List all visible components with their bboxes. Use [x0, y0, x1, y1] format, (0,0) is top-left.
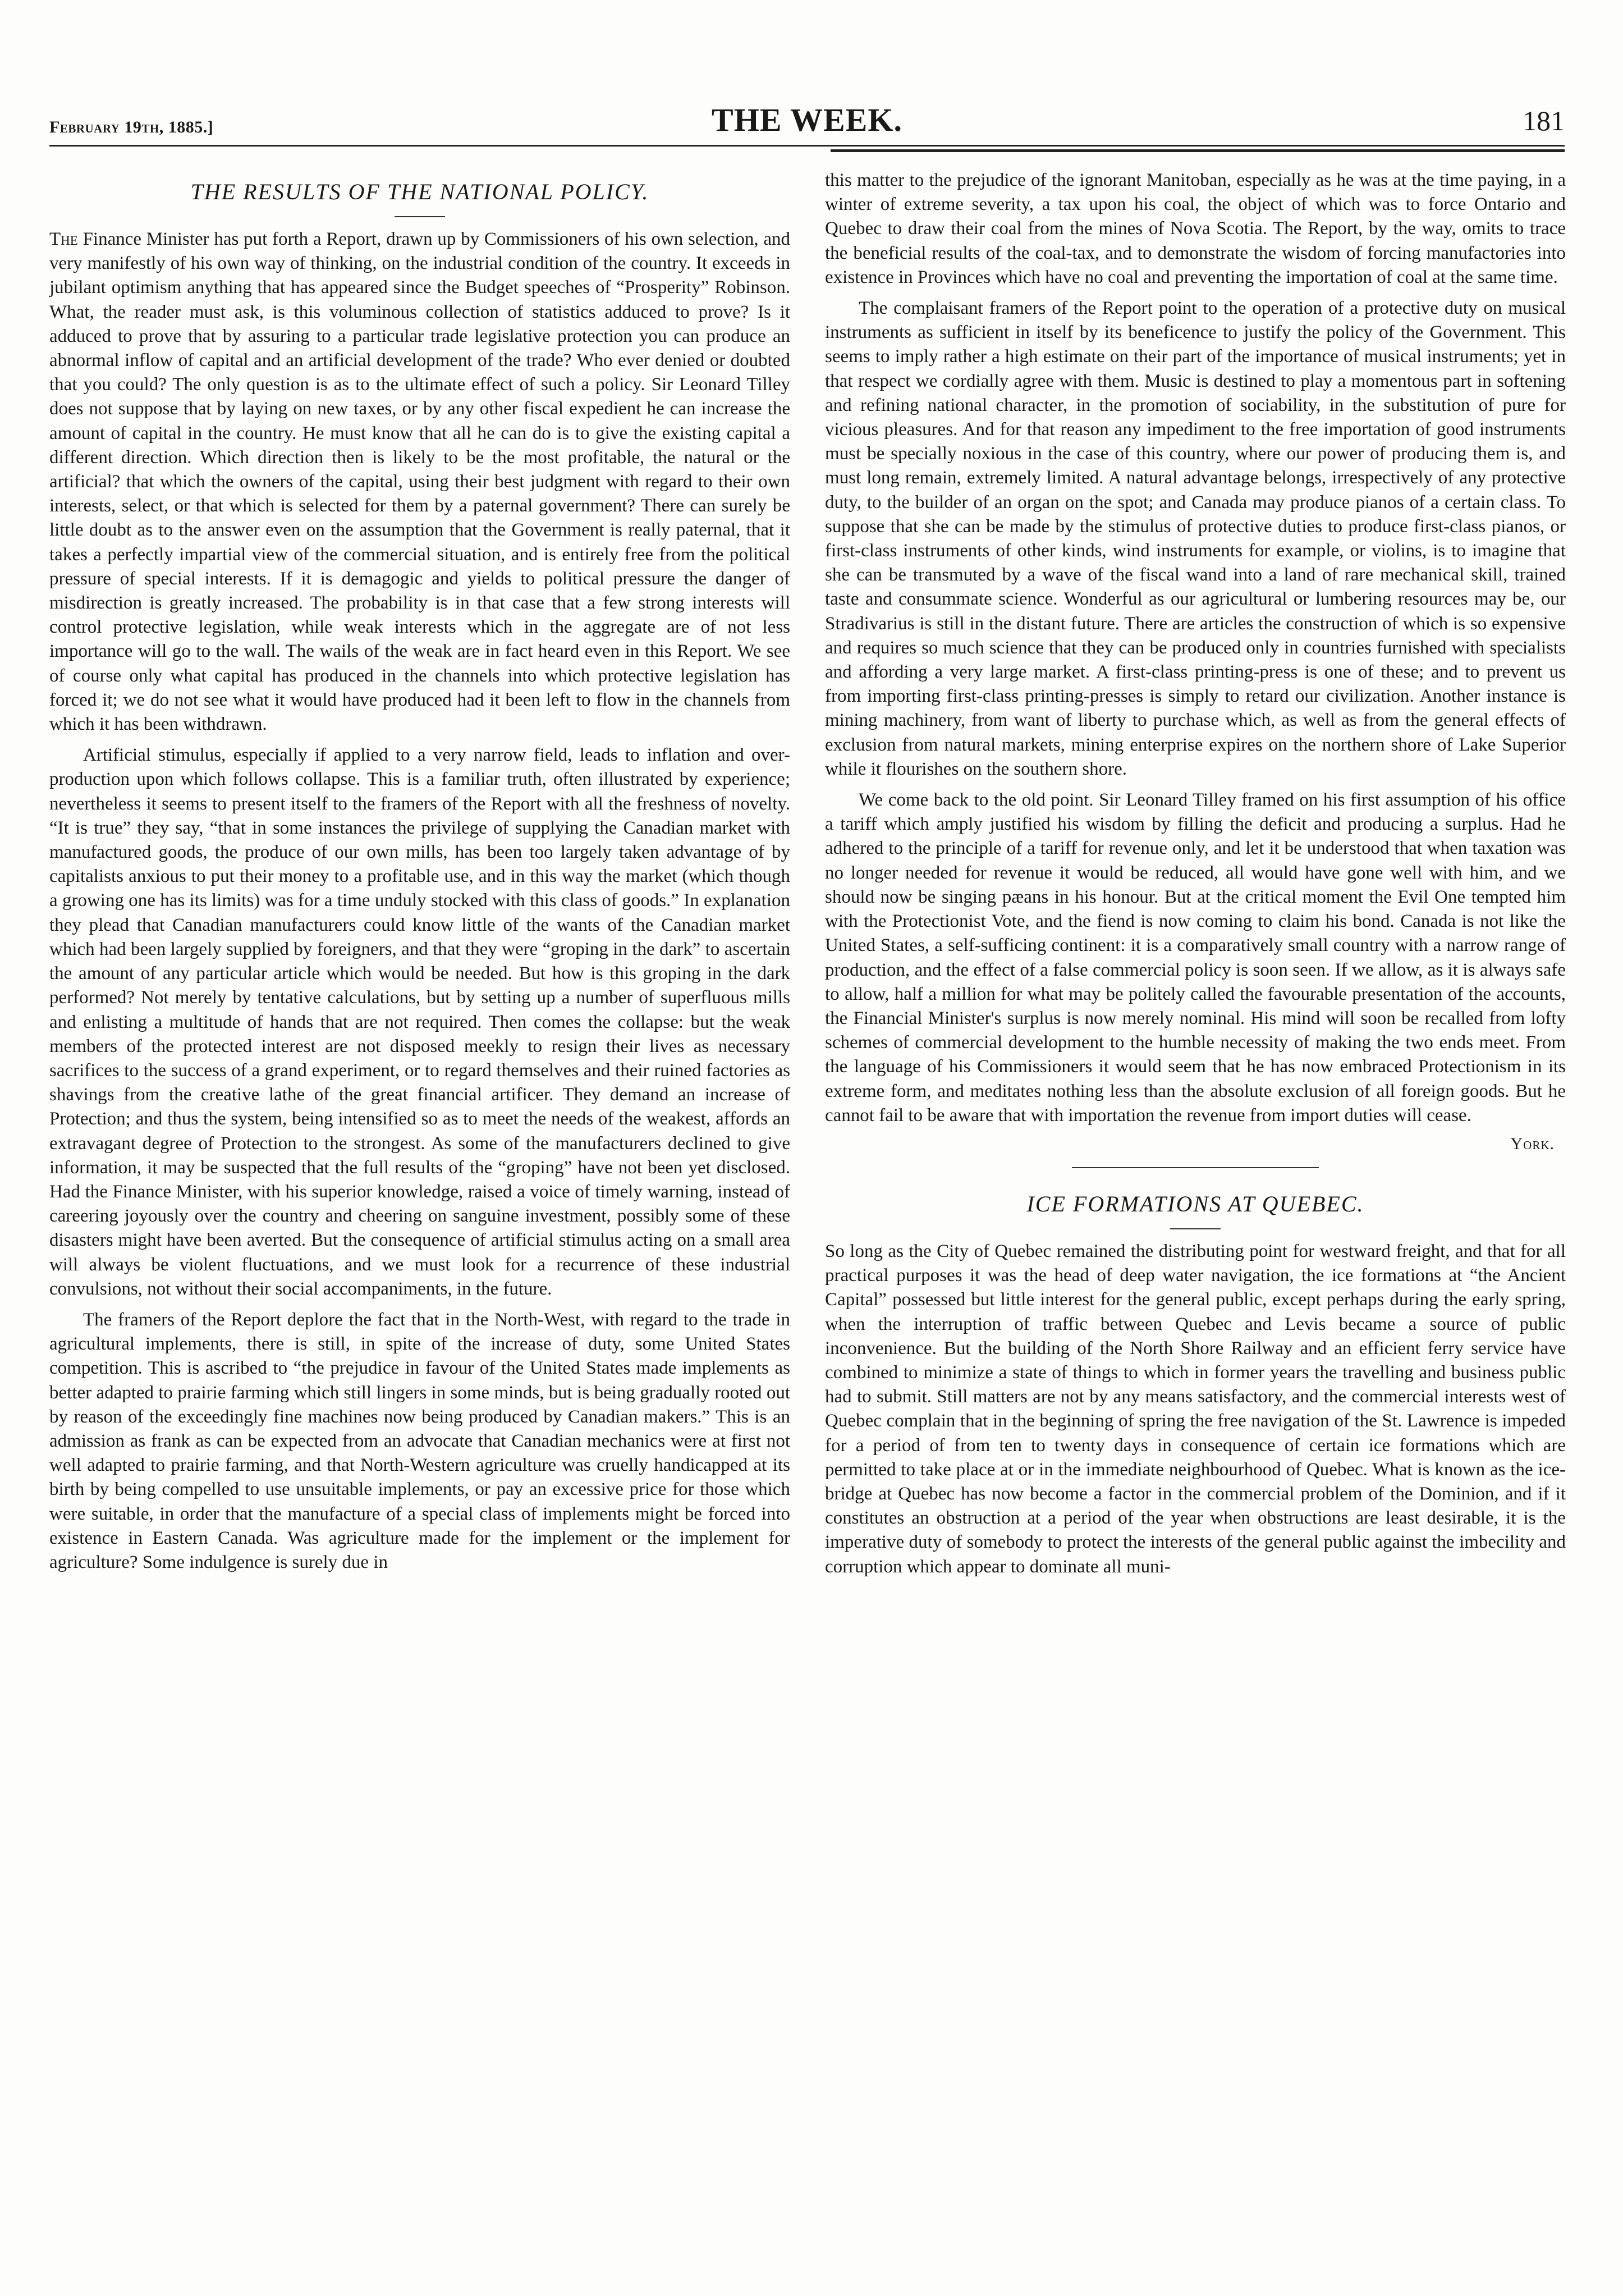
article-paragraph: this matter to the prejudice of the ignorant Manitoban, especially as he was at the time paying, in a winter of extreme severity, a tax upon his coal, the object of which was to force Ontario and Quebec to draw their coal from the mines of Nova Scotia. The Report, by the way, omits to trace the beneficial results of the coal-tax, and to demonstrate the wisdom of forcing manufactories into existence in Provinces which have no coal and preventing the importation of coal at the same time.: [825, 170, 1566, 287]
article-separator: [1072, 1167, 1319, 1168]
article-paragraph: The framers of the Report deplore the fact that in the North-West, with regard to the trade in agricultural implements, there is still, in spite of the increase of duty, some United States competition. This is ascribed to “the prejudice in favour of the United States made implements as better adapted to prairie farming which still lingers in some minds, but is being gradually rooted out by reason of the exceedingly fine machines now being produced by Canadian makers.” This is an admission as frank as can be expected from an advocate that Canadian mechanics were at first not well adapted to prairie farming, and that North-Western agriculture was cruelly handicapped at its birth by being compelled to use unsuitable implements, or pay an excessive price for those which were suitable, in order that the manufacture of a special class of implements might be forced into existence in Eastern Canada. Was agriculture made for the implement or the implement for agriculture? Some indulgence is surely due in: [49, 1309, 790, 1572]
page-header: [49, 101, 1565, 140]
article-paragraph: The Finance Minister has put forth a Report, drawn up by Commissioners of his own selection, and very manifestly of his own way of thinking, on the industrial condition of the country. It exceeds in jubilant optimism anything that has appeared since the Budget speeches of “Prosperity” Robinson. What, the reader must ask, is this voluminous collection of statistics adduced to prove? Is it adduced to prove that by assuring to a particular trade legislative protection you can produce an abnormal inflow of capital and an artificial development of the trade? Who ever denied or doubted that you could? The only question is as to the ultimate effect of such a policy. Sir Leonard Tilley does not suppose that by laying on new taxes, or by any other fiscal expedient he can increase the amount of capital in the country. He must know that all he can do is to give the existing capital a different direction. Which direction then is likely to be the most profitable, the natural or the artificial? that which the owners of the capital, using their best judgment with regard to their own interests, select, or that which is selected for them by a paternal government? There can surely be little doubt as to the answer even on the assumption that the Government is really paternal, that it takes a perfectly impartial view of the commercial situation, and is entirely free from the political pressure of special interests. If it is demagogic and yields to political pressure the danger of misdirection is greatly increased. The probability is in that case that a few strong interests will control protective legislation, while weak interests which in the aggregate are of not less importance will go to the wall. The wails of the weak are in fact heard even in this Report. We see of course only what capital has produced in the channels into which protective legislation has forced it; we do not see what it would have produced had it been left to flow in the channels from which it has been withdrawn.: [49, 229, 790, 735]
page-number: 181: [1523, 105, 1565, 136]
article-paragraph: The complaisant framers of the Report point to the operation of a protective duty on musical instruments as sufficient in itself by its beneficence to justify the policy of the Government. This seems to imply rather a high estimate on their part of the importance of musical instruments; yet in that respect we cordially agree with them. Music is destined to play a momentous part in softening and refining national character, in the promotion of sociability, in the substitution of pure for vicious pleasures. And for that reason any impediment to the free importation of good instruments must be specially noxious in the case of this country, where our power of producing them is, and must long remain, extremely limited. A natural advantage belongs, irrespectively of any protective duty, to the builder of an organ on the spot; and Canada may produce pianos of a certain class. To suppose that she can be made by the stimulus of protective duties to produce first-class pianos, or first-class instruments of other kinds, wind instruments for example, or violins, is to imagine that she can be transmuted by a wave of the fiscal wand into a land of rare mechanical skill, trained taste and consummate science. Wonderful as our agricultural or lumbering resources may be, our Stradivarius is still in the distant future. There are articles the construction of which is so expensive and requires so much science that they can be produced only in countries furnished with specialists and affording a very large market. A first-class printing-press is one of these; and to prevent us from importing first-class printing-presses is simply to retard our civilization. Another instance is mining machinery, from want of liberty to purchase which, as well as from the general effects of exclusion from natural markets, mining enterprise expires on the northern shore of Lake Superior while it flourishes on the southern shore.: [825, 298, 1566, 779]
article-paragraph: We come back to the old point. Sir Leonard Tilley framed on his first assumption of his office a tariff which amply justified his wisdom by filling the deficit and producing a surplus. Had he adhered to the principle of a tariff for revenue only, and let it be understood that when taxation was no longer needed for revenue it would be reduced, all would have gone well with him, and we should now be singing pæans in his honour. But at the critical moment the Evil One tempted him with the Protectionist Vote, and the fiend is now coming to claim his bond. Canada is not like the United States, a self-sufficing continent: it is a comparatively small country with a narrow range of production, and the effect of a false commercial policy is soon seen. If we allow, as it is always safe to allow, half a million for what may be politely called the favourable presentation of the accounts, the Financial Minister's surplus is now merely nominal. His mind will soon be recalled from lofty schemes of commercial development to the humble necessity of making the two ends meet. From the language of his Commissioners it would seem that he has now embraced Protectionism in its extreme form, and meditates nothing less than the absolute exclusion of all foreign goods. But he cannot fail to be aware that with importation the revenue from import duties will cease.: [825, 790, 1566, 1126]
author-signature: York.: [1510, 1134, 1555, 1153]
title-rule: [395, 216, 445, 217]
article-title-ice-formations: ICE FORMATIONS AT QUEBEC.: [1026, 1191, 1364, 1216]
article-paragraph: Artificial stimulus, especially if applied to a very narrow field, leads to inflation and over-production upon which follows collapse. This is a familiar truth, often illustrated by experience; nevertheless it seems to present itself to the framers of the Report with all the freshness of novelty. “It is true” they say, “that in some instances the privilege of supplying the Canadian market with manufactured goods, the produce of our own mills, has been too largely taken advantage of by capitalists anxious to put their money to a profitable use, and in this way the market (which though a growing one has its limits) was for a time unduly stocked with this class of goods.” In explanation they plead that Canadian manufacturers could know little of the wants of the Canadian market which had been largely supplied by foreigners, and that they were “groping in the dark” to ascertain the amount of any particular article which would be needed. But how is this groping in the dark performed? Not merely by tentative calculations, but by setting up a number of superfluous mills and enlisting a multitude of hands that are not required. Then comes the collapse: but the weak members of the protected interest are not disposed meekly to resign their lives as necessary sacrifices to the success of a grand experiment, or to regard themselves and their ruined factories as shavings from the creative lathe of the great financial artificer. They demand an increase of Protection; and thus the system, being intensified so as to meet the needs of the weakest, affords an extravagant degree of Protection to the strongest. As some of the manufacturers declined to give information, it may be suspected that the full results of the “groping” have not been yet disclosed. Had the Finance Minister, with his superior knowledge, raised a voice of timely warning, instead of careering joyously over the country and cheering on sanguine investment, possibly some of these disasters might have been averted. But the consequence of artificial stimulus acting on a small area will always be violent fluctuations, and we must look for a recurrence of these industrial convulsions, not without their social accompaniments, in the future.: [49, 745, 790, 1299]
title-rule: [1170, 1228, 1221, 1229]
article-title-national-policy: THE RESULTS OF THE NATIONAL POLICY.: [190, 179, 649, 204]
right-column: [825, 168, 1566, 1586]
issue-date: February 19th, 1885.]: [49, 118, 214, 136]
left-column: [49, 168, 790, 1581]
header-rule-thick: [831, 149, 1565, 152]
article-paragraph: So long as the City of Quebec remained the distributing point for westward freight, and that for all practical purposes it was the head of deep water navigation, the ice formations at “the Ancient Capital” possessed but little interest for the general public, except perhaps during the early spring, when the interruption of traffic between Quebec and Levis became a source of public inconvenience. But the building of the North Shore Railway and an efficient ferry service have combined to minimize a state of things to which in former years the travelling and business public had to submit. Still matters are not by any means satisfactory, and the commercial interests west of Quebec complain that in the beginning of spring the free navigation of the St. Lawrence is impeded for a period of from ten to twenty days in consequence of certain ice formations which are permitted to take place at or in the immediate neighbourhood of Quebec. What is known as the ice-bridge at Quebec has now become a factor in the commercial problem of the Dominion, and if it constitutes an obstruction at a period of the year when obstructions are least desirable, it is the imperative duty of somebody to protect the interests of the general public against the imbecility and corruption which appear to dominate all muni-: [825, 1241, 1566, 1577]
lead-word: The: [49, 229, 78, 249]
publication-title: THE WEEK.: [712, 102, 902, 138]
header-rule: [49, 145, 1565, 147]
